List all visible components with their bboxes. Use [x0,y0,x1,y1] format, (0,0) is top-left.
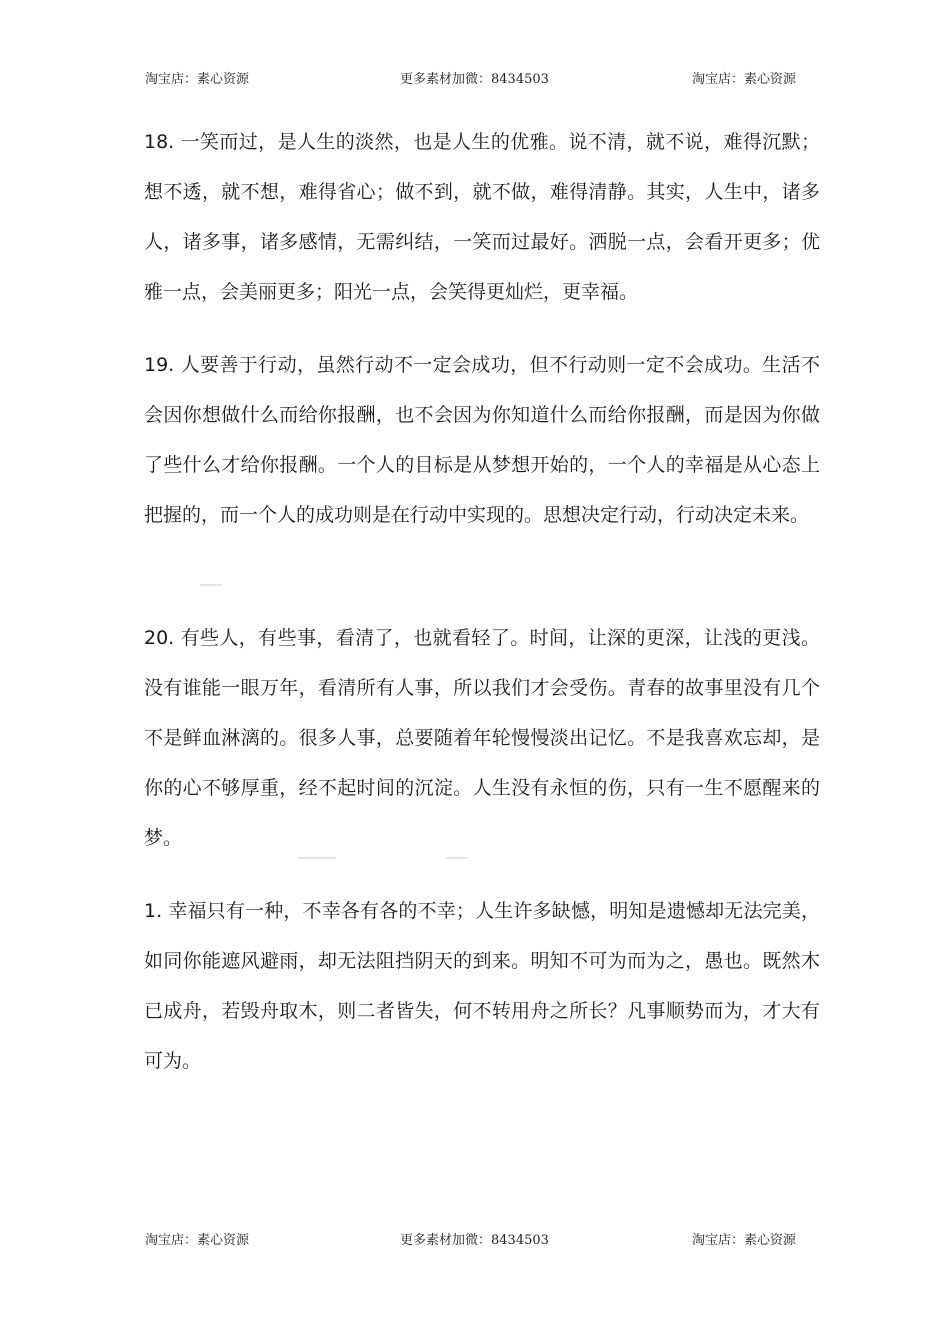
header-shop-left: 淘宝店：素心资源 [145,72,250,87]
page-header [0,68,950,90]
scan-artifact [200,584,222,586]
paragraph-18: 18. 一笑而过，是人生的淡然，也是人生的优雅。说不清，就不说，难得沉默；想不透，就不想，难得省心；做不到，就不做，难得清静。其实，人生中，诸多人，诸多事，诸多感情，无需纠结，一笑而过最好。洒脱一点，会看开更多；优雅一点，会美丽更多；阳光一点，会笑得更灿烂，更幸福。 [144,131,820,303]
header-shop-right: 淘宝店：素心资源 [692,72,797,87]
footer-contact: 更多素材加微：8434503 [400,1233,549,1248]
paragraph-19: 19. 人要善于行动，虽然行动不一定会成功，但不行动则一定不会成功。生活不会因你想做什么而给你报酬，也不会因为你知道什么而给你报酬，而是因为你做了些什么才给你报酬。一个人的目标是从梦想开始的，一个人的幸福是从心态上把握的，而一个人的成功则是在行动中实现的。思想决定行动，行动决定未来。 [144,354,820,526]
scan-artifact [446,857,468,859]
paragraph-1: 1. 幸福只有一种，不幸各有各的不幸；人生许多缺憾，明知是遗憾却无法完美，如同你能遮风避雨，却无法阻挡阴天的到来。明知不可为而为之，愚也。既然木已成舟，若毁舟取木，则二者皆失，何不转用舟之所长？凡事顺势而为，才大有可为。 [144,900,820,1072]
footer-shop-left: 淘宝店：素心资源 [145,1233,250,1248]
header-contact: 更多素材加微：8434503 [400,72,549,87]
paragraph-20: 20. 有些人，有些事，看清了，也就看轻了。时间，让深的更深，让浅的更浅。没有谁能一眼万年，看清所有人事，所以我们才会受伤。青春的故事里没有几个不是鲜血淋漓的。很多人事，总要随着年轮慢慢淡出记忆。不是我喜欢忘却，是你的心不够厚重，经不起时间的沉淀。人生没有永恒的伤，只有一生不愿醒来的梦。 [144,627,820,849]
footer-shop-right: 淘宝店：素心资源 [692,1233,797,1248]
scan-artifact [298,857,336,859]
page-footer [0,1229,950,1251]
